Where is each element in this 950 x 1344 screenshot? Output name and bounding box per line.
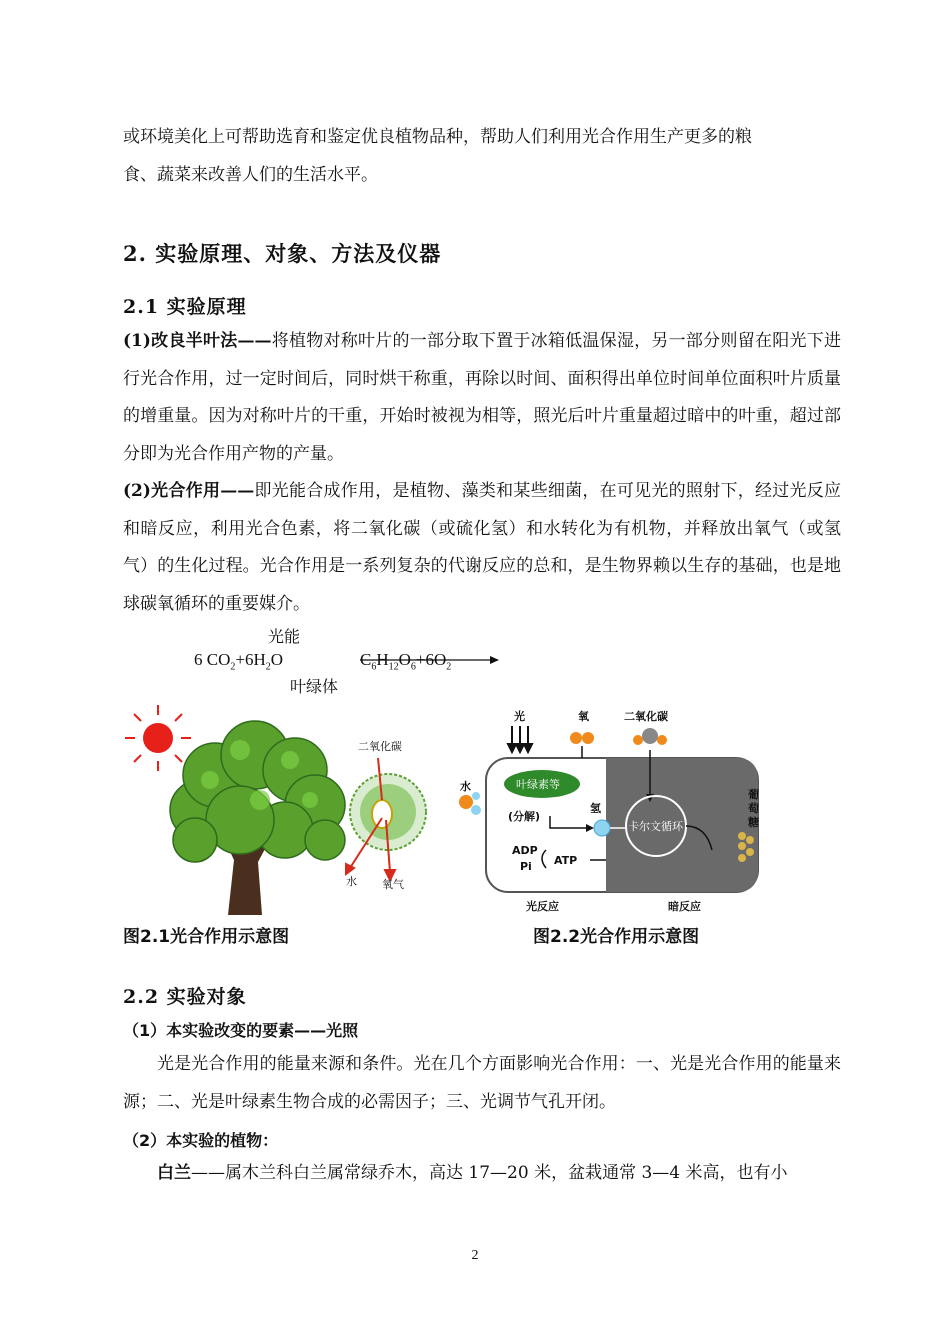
hydrogen-icon bbox=[594, 820, 610, 836]
figure-2-caption: 图2.2光合作用示意图 bbox=[533, 927, 700, 947]
fig2-glucose-2: 萄 bbox=[748, 802, 759, 815]
eq-c-sub: 6 bbox=[371, 661, 377, 673]
subsection-2-heading: （2）本实验的植物： bbox=[123, 1131, 279, 1150]
page-number: 2 bbox=[471, 1248, 479, 1263]
figure-1-caption: 图2.1光合作用示意图 bbox=[123, 927, 290, 947]
section-2-2-heading: 2.2 实验对象 bbox=[123, 986, 247, 1008]
oxygen-molecule-icon bbox=[570, 732, 582, 744]
eq-co2-sub: 2 bbox=[230, 661, 236, 673]
plant-description: ——属木兰科白兰属常绿乔木，高达 17—20 米，盆栽通常 3—4 米高，也有小 bbox=[191, 1163, 788, 1183]
eq-o: O bbox=[270, 650, 284, 669]
equation-arrow bbox=[360, 653, 500, 667]
intro-paragraph bbox=[123, 118, 838, 194]
fig2-split-label: (分解) bbox=[508, 810, 541, 823]
fig1-co2-label: 二氧化碳 bbox=[358, 740, 402, 753]
sun-icon bbox=[125, 705, 191, 771]
fig2-light-reaction-label: 光反应 bbox=[526, 900, 559, 913]
fig2-adp-label: ADP bbox=[512, 844, 538, 857]
eq-o2: O bbox=[398, 650, 411, 669]
eq-c: C bbox=[360, 650, 372, 669]
eq-co2: 6 CO bbox=[194, 650, 231, 669]
subsection-1-heading: （1）本实验改变的要素——光照 bbox=[123, 1021, 359, 1040]
eq-plus-o2: +6O bbox=[415, 650, 447, 669]
fig1-oxygen-label: 氧气 bbox=[382, 878, 404, 891]
principle-1-text: 将植物对称叶片的一部分取下置于冰箱低温保湿，另一部分则留在阳光下进行光合作用，过一定时间后，同时烘干称重，再除以时间、面积得出单位时间单位面积叶片质量的增重量。因为对称叶片的干重，开始时被视为相等，照光后叶片重量超过暗中的叶重，超过部分即为光合作用产物的产量。 bbox=[123, 331, 841, 464]
principle-paragraph-2 bbox=[123, 473, 841, 623]
eq-o-sub: 6 bbox=[410, 661, 416, 673]
eq-o2-sub: 2 bbox=[446, 661, 452, 673]
eq-h-sub: 12 bbox=[388, 661, 399, 673]
figure-1-tree-diagram bbox=[120, 700, 430, 918]
intro-line-2: 食、蔬菜来改善人们的生活水平。 bbox=[123, 165, 378, 185]
fig2-dark-reaction-label: 暗反应 bbox=[668, 900, 701, 913]
equation-above-label: 光能 bbox=[268, 627, 301, 646]
fig1-water-label: 水 bbox=[346, 875, 357, 888]
fig2-atp-label: ATP bbox=[554, 854, 578, 867]
fig2-glucose-3: 糖 bbox=[748, 816, 759, 829]
fig2-pi-label: Pi bbox=[520, 860, 532, 873]
fig2-light-label: 光 bbox=[514, 710, 525, 723]
eq-h2-sub: 2 bbox=[265, 661, 271, 673]
principle-2-label: (2)光合作用—— bbox=[123, 481, 255, 501]
plant-name-label: 白兰 bbox=[157, 1163, 191, 1183]
equation-below-label: 叶绿体 bbox=[290, 677, 339, 696]
fig2-chlorophyll-label: 叶绿素等 bbox=[516, 778, 560, 791]
eq-h: H bbox=[376, 650, 389, 669]
fig2-glucose-1: 葡 bbox=[748, 788, 759, 801]
subsection-1-text: 光是光合作用的能量来源和条件。光在几个方面影响光合作用：一、光是光合作用的能量来源；二、光是叶绿素生物合成的必需因子；三、光调节气孔开闭。 bbox=[123, 1054, 841, 1112]
eq-h2: +6H bbox=[235, 650, 266, 669]
fig2-co2-label: 二氧化碳 bbox=[624, 710, 668, 723]
fig2-water-label: 水 bbox=[460, 780, 471, 793]
intro-line-1: 或环境美化上可帮助选育和鉴定优良植物品种，帮助人们利用光合作用生产更多的粮 bbox=[123, 127, 752, 147]
section-2-1-heading: 2.1 实验原理 bbox=[123, 296, 247, 318]
co2-molecule-icon bbox=[633, 735, 643, 745]
principle-1-label: (1)改良半叶法—— bbox=[123, 331, 272, 351]
figure-2-reaction-diagram bbox=[450, 706, 770, 918]
principle-2-text: 即光能合成作用，是植物、藻类和某些细菌，在可见光的照射下，经过光反应和暗反应，利用光合色素，将二氧化碳（或硫化氢）和水转化为有机物，并释放出氧气（或氢气）的生化过程。光合作用是一系列复杂的代谢反应的总和，是生物界赖以生存的基础，也是地球碳氧循环的重要媒介。 bbox=[123, 481, 842, 614]
light-arrows-icon bbox=[508, 726, 532, 752]
subsection-2-text bbox=[123, 1155, 841, 1193]
water-molecule-icon bbox=[459, 795, 473, 809]
section-2-heading: 2. 实验原理、对象、方法及仪器 bbox=[123, 241, 442, 266]
principle-paragraph-1 bbox=[123, 323, 841, 473]
fig2-hydrogen-label: 氢 bbox=[590, 802, 601, 815]
equation-reactants bbox=[194, 650, 283, 672]
fig2-calvin-label: 卡尔文循环 bbox=[628, 820, 683, 833]
fig2-oxygen-label: 氧 bbox=[578, 710, 589, 723]
